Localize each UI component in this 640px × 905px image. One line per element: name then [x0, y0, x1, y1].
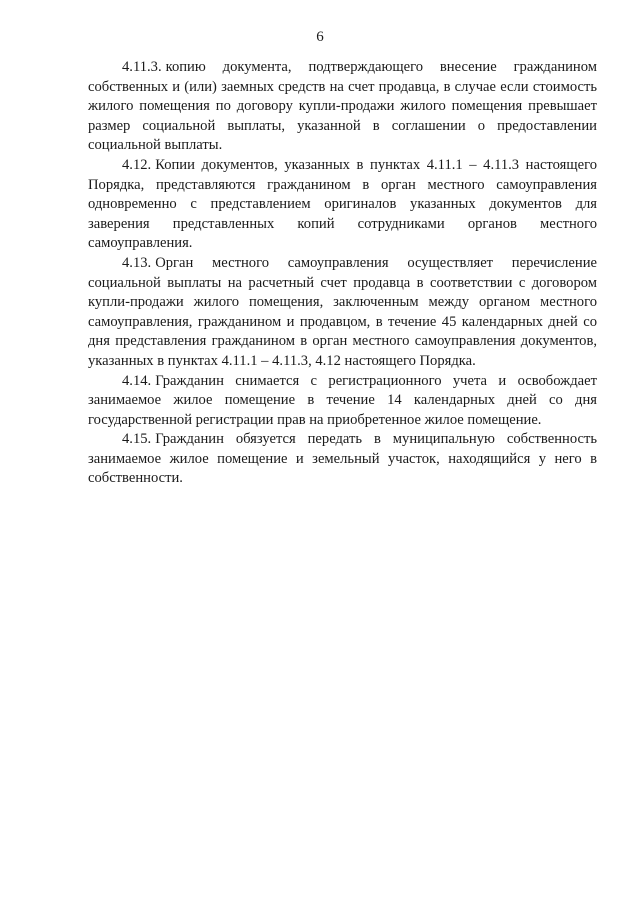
paragraph-4-14 — [88, 372, 597, 431]
paragraph-4-11-3 — [88, 58, 597, 156]
paragraph-text: Орган местного самоуправления осуществляет перечисление социальной выплаты на расчетный счет продавца в соответствии с договором купли-продажи жилого помещения, заключенным между органом местного самоуправления, гражданином и продавцом, в течение 45 календарных дней со дня представления гражданином в орган местного самоуправления документов, указанных в пунктах 4.11.1 – 4.11.3, 4.12 настоящего Порядка. — [88, 254, 597, 369]
paragraph-text: копию документа, подтверждающего внесение гражданином собственных и (или) заемных средств на счет продавца, в случае если стоимость жилого помещения по договору купли-продажи жилого помещения превышает размер социальной выплаты, указанной в соглашении о предоставлении социальной выплаты. — [88, 59, 597, 154]
paragraph-number: 4.13. — [122, 254, 152, 271]
paragraph-number: 4.14. — [122, 372, 152, 389]
paragraph-number: 4.12. — [122, 156, 152, 173]
paragraph-4-13 — [88, 254, 597, 372]
paragraph-text: Копии документов, указанных в пунктах 4.11.1 – 4.11.3 настоящего Порядка, представляются гражданином в орган местного самоуправления одновременно с представлением оригиналов указанных документов для заверения представленных копий сотрудниками органов местного самоуправления. — [88, 156, 597, 252]
document-body — [88, 58, 597, 489]
paragraph-4-15 — [88, 430, 597, 489]
paragraph-text: Гражданин снимается с регистрационного учета и освобождает занимаемое жилое помещение в течение 14 календарных дней со дня государственной регистрации прав на приобретенное жилое помещение. — [88, 372, 597, 428]
page-number: 6 — [316, 29, 324, 45]
paragraph-number: 4.11.3. — [122, 59, 162, 75]
paragraph-number: 4.15. — [122, 431, 152, 448]
paragraph-text: Гражданин обязуется передать в муниципальную собственность занимаемое жилое помещение и земельный участок, находящийся у него в собственности. — [88, 431, 597, 487]
paragraph-4-12 — [88, 156, 597, 254]
